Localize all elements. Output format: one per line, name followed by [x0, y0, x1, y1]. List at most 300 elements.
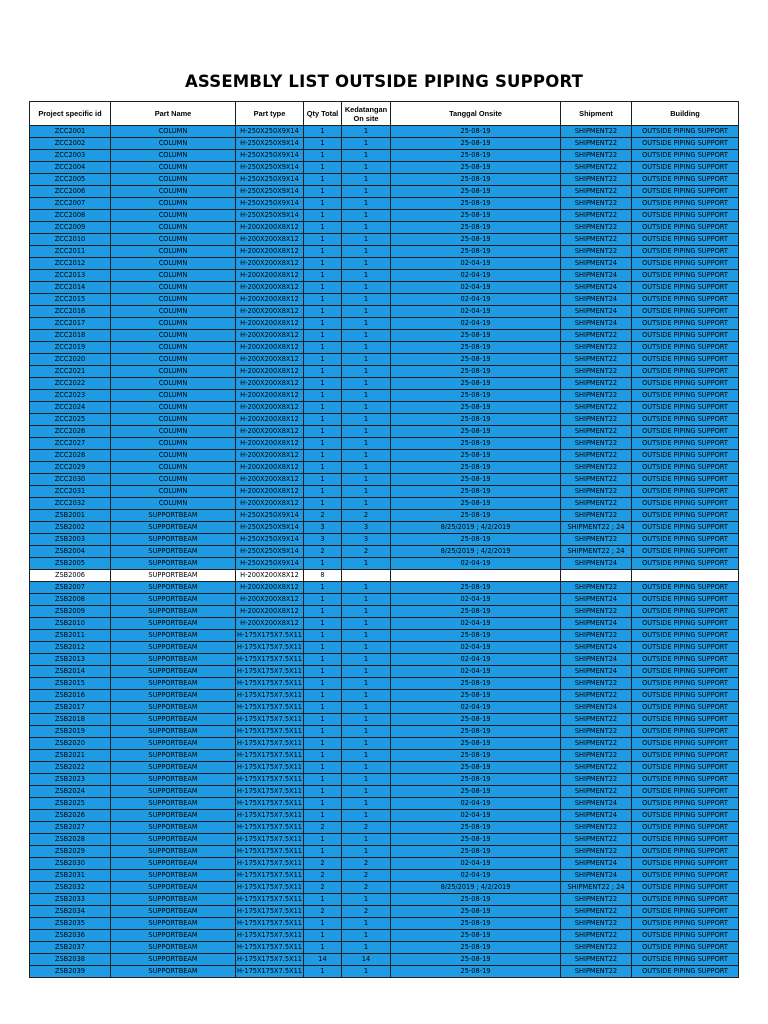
cell-tanggal-onsite: 25-08-19	[391, 474, 561, 486]
cell-qty-total: 8	[304, 570, 342, 582]
cell-project-id: ZSB2033	[30, 894, 111, 906]
cell-qty-total: 1	[304, 390, 342, 402]
cell-tanggal-onsite: 25-08-19	[391, 438, 561, 450]
cell-shipment: SHIPMENT22	[561, 210, 632, 222]
cell-tanggal-onsite: 25-08-19	[391, 450, 561, 462]
cell-part-name: COLUMN	[111, 450, 236, 462]
cell-tanggal-onsite: 25-08-19	[391, 846, 561, 858]
cell-part-type: H-200X200X8X12	[236, 270, 304, 282]
cell-on-site: 1	[342, 654, 391, 666]
cell-shipment: SHIPMENT22	[561, 738, 632, 750]
cell-tanggal-onsite: 25-08-19	[391, 414, 561, 426]
cell-shipment: SHIPMENT24	[561, 270, 632, 282]
cell-building: OUTSIDE PIPING SUPPORT	[632, 582, 739, 594]
table-row	[30, 282, 739, 294]
table-row	[30, 402, 739, 414]
cell-building: OUTSIDE PIPING SUPPORT	[632, 414, 739, 426]
cell-qty-total: 2	[304, 858, 342, 870]
cell-project-id: ZSB2018	[30, 714, 111, 726]
cell-building: OUTSIDE PIPING SUPPORT	[632, 402, 739, 414]
cell-qty-total: 1	[304, 642, 342, 654]
cell-part-type: H-175X175X7.5X11	[236, 942, 304, 954]
cell-tanggal-onsite: 02-04-19	[391, 282, 561, 294]
cell-shipment: SHIPMENT22	[561, 534, 632, 546]
cell-project-id: ZSB2030	[30, 858, 111, 870]
cell-part-type: H-200X200X8X12	[236, 222, 304, 234]
table-row	[30, 330, 739, 342]
cell-on-site: 1	[342, 918, 391, 930]
cell-building: OUTSIDE PIPING SUPPORT	[632, 318, 739, 330]
cell-part-name: SUPPORTBEAM	[111, 762, 236, 774]
cell-building: OUTSIDE PIPING SUPPORT	[632, 954, 739, 966]
cell-on-site: 1	[342, 942, 391, 954]
cell-project-id: ZSB2017	[30, 702, 111, 714]
cell-shipment: SHIPMENT24	[561, 798, 632, 810]
cell-tanggal-onsite: 25-08-19	[391, 786, 561, 798]
cell-on-site: 1	[342, 558, 391, 570]
table-row	[30, 570, 739, 582]
cell-building: OUTSIDE PIPING SUPPORT	[632, 534, 739, 546]
cell-project-id: ZCC2027	[30, 438, 111, 450]
cell-tanggal-onsite: 25-08-19	[391, 750, 561, 762]
cell-building: OUTSIDE PIPING SUPPORT	[632, 966, 739, 978]
cell-project-id: ZSB2008	[30, 594, 111, 606]
page-title: ASSEMBLY LIST OUTSIDE PIPING SUPPORT	[184, 72, 584, 91]
cell-qty-total: 1	[304, 678, 342, 690]
table-row	[30, 678, 739, 690]
table-row	[30, 534, 739, 546]
cell-part-name: SUPPORTBEAM	[111, 822, 236, 834]
cell-qty-total: 1	[304, 186, 342, 198]
cell-shipment: SHIPMENT22	[561, 438, 632, 450]
cell-on-site: 1	[342, 294, 391, 306]
cell-building: OUTSIDE PIPING SUPPORT	[632, 462, 739, 474]
cell-project-id: ZCC2026	[30, 426, 111, 438]
cell-project-id: ZSB2004	[30, 546, 111, 558]
table-row	[30, 726, 739, 738]
cell-project-id: ZSB2026	[30, 810, 111, 822]
column-header: Building	[632, 102, 739, 126]
cell-project-id: ZCC2028	[30, 450, 111, 462]
cell-shipment: SHIPMENT22	[561, 714, 632, 726]
table-row	[30, 258, 739, 270]
cell-building: OUTSIDE PIPING SUPPORT	[632, 882, 739, 894]
cell-part-type: H-200X200X8X12	[236, 366, 304, 378]
cell-on-site: 1	[342, 474, 391, 486]
cell-qty-total: 1	[304, 342, 342, 354]
cell-tanggal-onsite: 25-08-19	[391, 246, 561, 258]
cell-shipment: SHIPMENT22	[561, 450, 632, 462]
cell-part-type: H-175X175X7.5X11	[236, 726, 304, 738]
cell-part-type: H-250X250X9X14	[236, 522, 304, 534]
cell-on-site: 1	[342, 678, 391, 690]
cell-qty-total: 1	[304, 654, 342, 666]
cell-tanggal-onsite: 8/25/2019 ; 4/2/2019	[391, 546, 561, 558]
cell-project-id: ZCC2010	[30, 234, 111, 246]
table-row	[30, 714, 739, 726]
cell-part-type: H-175X175X7.5X11	[236, 654, 304, 666]
cell-building: OUTSIDE PIPING SUPPORT	[632, 822, 739, 834]
cell-on-site: 2	[342, 870, 391, 882]
cell-building: OUTSIDE PIPING SUPPORT	[632, 498, 739, 510]
cell-project-id: ZSB2005	[30, 558, 111, 570]
cell-shipment: SHIPMENT22	[561, 174, 632, 186]
cell-tanggal-onsite: 02-04-19	[391, 318, 561, 330]
cell-qty-total: 1	[304, 234, 342, 246]
cell-qty-total: 2	[304, 510, 342, 522]
cell-tanggal-onsite: 02-04-19	[391, 702, 561, 714]
cell-qty-total: 1	[304, 414, 342, 426]
cell-part-name: COLUMN	[111, 138, 236, 150]
cell-on-site: 2	[342, 882, 391, 894]
cell-project-id: ZSB2014	[30, 666, 111, 678]
cell-part-name: SUPPORTBEAM	[111, 930, 236, 942]
cell-shipment: SHIPMENT22	[561, 234, 632, 246]
cell-part-type: H-200X200X8X12	[236, 306, 304, 318]
table-row	[30, 210, 739, 222]
cell-tanggal-onsite: 25-08-19	[391, 834, 561, 846]
cell-shipment: SHIPMENT22	[561, 150, 632, 162]
cell-on-site: 1	[342, 246, 391, 258]
table-row	[30, 822, 739, 834]
cell-tanggal-onsite: 02-04-19	[391, 594, 561, 606]
cell-tanggal-onsite: 02-04-19	[391, 642, 561, 654]
table-row	[30, 438, 739, 450]
cell-building: OUTSIDE PIPING SUPPORT	[632, 546, 739, 558]
cell-part-type: H-200X200X8X12	[236, 618, 304, 630]
cell-project-id: ZCC2020	[30, 354, 111, 366]
cell-tanggal-onsite: 25-08-19	[391, 198, 561, 210]
cell-shipment: SHIPMENT22	[561, 342, 632, 354]
cell-part-type: H-200X200X8X12	[236, 570, 304, 582]
cell-on-site: 1	[342, 378, 391, 390]
cell-project-id: ZCC2029	[30, 462, 111, 474]
cell-shipment: SHIPMENT24	[561, 282, 632, 294]
cell-shipment: SHIPMENT24	[561, 258, 632, 270]
cell-part-type: H-200X200X8X12	[236, 486, 304, 498]
cell-on-site: 1	[342, 966, 391, 978]
cell-building: OUTSIDE PIPING SUPPORT	[632, 774, 739, 786]
cell-project-id: ZCC2016	[30, 306, 111, 318]
cell-part-type: H-175X175X7.5X11	[236, 966, 304, 978]
cell-part-type: H-175X175X7.5X11	[236, 714, 304, 726]
cell-shipment: SHIPMENT24	[561, 558, 632, 570]
table-row	[30, 162, 739, 174]
cell-project-id: ZCC2025	[30, 414, 111, 426]
cell-project-id: ZSB2020	[30, 738, 111, 750]
cell-on-site: 1	[342, 498, 391, 510]
cell-building	[632, 570, 739, 582]
cell-on-site: 1	[342, 414, 391, 426]
table-row	[30, 918, 739, 930]
cell-on-site: 1	[342, 366, 391, 378]
table-row	[30, 234, 739, 246]
table-row	[30, 366, 739, 378]
cell-qty-total: 1	[304, 378, 342, 390]
cell-project-id: ZSB2027	[30, 822, 111, 834]
cell-shipment: SHIPMENT22	[561, 930, 632, 942]
cell-qty-total: 1	[304, 318, 342, 330]
cell-on-site: 1	[342, 402, 391, 414]
cell-part-name: SUPPORTBEAM	[111, 750, 236, 762]
cell-on-site: 1	[342, 210, 391, 222]
cell-tanggal-onsite: 25-08-19	[391, 234, 561, 246]
cell-qty-total: 1	[304, 942, 342, 954]
cell-shipment: SHIPMENT22	[561, 834, 632, 846]
cell-qty-total: 1	[304, 486, 342, 498]
cell-project-id: ZCC2030	[30, 474, 111, 486]
cell-part-name: SUPPORTBEAM	[111, 942, 236, 954]
cell-project-id: ZCC2032	[30, 498, 111, 510]
cell-part-name: COLUMN	[111, 390, 236, 402]
cell-building: OUTSIDE PIPING SUPPORT	[632, 162, 739, 174]
cell-building: OUTSIDE PIPING SUPPORT	[632, 330, 739, 342]
cell-on-site: 1	[342, 138, 391, 150]
cell-part-type: H-175X175X7.5X11	[236, 918, 304, 930]
table-row	[30, 450, 739, 462]
cell-part-name: SUPPORTBEAM	[111, 918, 236, 930]
cell-on-site: 1	[342, 690, 391, 702]
column-header: Project specific id	[30, 102, 111, 126]
cell-qty-total: 1	[304, 294, 342, 306]
cell-tanggal-onsite: 25-08-19	[391, 126, 561, 138]
cell-project-id: ZSB2003	[30, 534, 111, 546]
cell-part-name: COLUMN	[111, 426, 236, 438]
table-row	[30, 306, 739, 318]
cell-qty-total: 1	[304, 786, 342, 798]
cell-building: OUTSIDE PIPING SUPPORT	[632, 234, 739, 246]
cell-project-id: ZSB2011	[30, 630, 111, 642]
cell-qty-total: 1	[304, 474, 342, 486]
cell-part-name: SUPPORTBEAM	[111, 846, 236, 858]
cell-part-type: H-200X200X8X12	[236, 402, 304, 414]
cell-on-site: 3	[342, 534, 391, 546]
cell-part-type: H-175X175X7.5X11	[236, 810, 304, 822]
table-row	[30, 810, 739, 822]
cell-part-type: H-250X250X9X14	[236, 210, 304, 222]
cell-qty-total: 1	[304, 402, 342, 414]
cell-part-name: COLUMN	[111, 270, 236, 282]
cell-on-site: 2	[342, 858, 391, 870]
cell-project-id: ZSB2016	[30, 690, 111, 702]
cell-part-name: SUPPORTBEAM	[111, 534, 236, 546]
cell-tanggal-onsite: 25-08-19	[391, 354, 561, 366]
cell-on-site: 1	[342, 390, 391, 402]
cell-shipment: SHIPMENT22	[561, 582, 632, 594]
table-row	[30, 966, 739, 978]
cell-project-id: ZSB2028	[30, 834, 111, 846]
cell-qty-total: 1	[304, 450, 342, 462]
cell-building: OUTSIDE PIPING SUPPORT	[632, 666, 739, 678]
table-row	[30, 510, 739, 522]
cell-project-id: ZCC2014	[30, 282, 111, 294]
table-row	[30, 126, 739, 138]
column-header: Shipment	[561, 102, 632, 126]
cell-tanggal-onsite: 25-08-19	[391, 942, 561, 954]
cell-part-name: SUPPORTBEAM	[111, 606, 236, 618]
cell-part-type: H-200X200X8X12	[236, 318, 304, 330]
cell-on-site: 1	[342, 702, 391, 714]
cell-shipment: SHIPMENT22	[561, 486, 632, 498]
cell-qty-total: 1	[304, 762, 342, 774]
cell-building: OUTSIDE PIPING SUPPORT	[632, 390, 739, 402]
cell-tanggal-onsite: 02-04-19	[391, 858, 561, 870]
column-header: Part type	[236, 102, 304, 126]
cell-shipment: SHIPMENT22	[561, 906, 632, 918]
cell-tanggal-onsite: 25-08-19	[391, 774, 561, 786]
cell-building: OUTSIDE PIPING SUPPORT	[632, 510, 739, 522]
cell-on-site: 1	[342, 930, 391, 942]
cell-part-name: SUPPORTBEAM	[111, 666, 236, 678]
cell-qty-total: 1	[304, 558, 342, 570]
cell-qty-total: 1	[304, 366, 342, 378]
cell-qty-total: 2	[304, 546, 342, 558]
cell-project-id: ZCC2015	[30, 294, 111, 306]
cell-shipment: SHIPMENT22	[561, 378, 632, 390]
cell-part-type: H-200X200X8X12	[236, 330, 304, 342]
cell-qty-total: 1	[304, 126, 342, 138]
cell-building: OUTSIDE PIPING SUPPORT	[632, 762, 739, 774]
cell-part-type: H-175X175X7.5X11	[236, 786, 304, 798]
cell-on-site: 1	[342, 618, 391, 630]
cell-shipment: SHIPMENT22	[561, 414, 632, 426]
cell-tanggal-onsite: 25-08-19	[391, 378, 561, 390]
cell-part-type: H-200X200X8X12	[236, 594, 304, 606]
cell-qty-total: 1	[304, 810, 342, 822]
cell-qty-total: 1	[304, 246, 342, 258]
cell-tanggal-onsite: 25-08-19	[391, 174, 561, 186]
cell-building: OUTSIDE PIPING SUPPORT	[632, 618, 739, 630]
cell-building: OUTSIDE PIPING SUPPORT	[632, 486, 739, 498]
cell-tanggal-onsite: 25-08-19	[391, 906, 561, 918]
cell-project-id: ZSB2039	[30, 966, 111, 978]
cell-tanggal-onsite: 25-08-19	[391, 738, 561, 750]
cell-part-type: H-200X200X8X12	[236, 354, 304, 366]
cell-building: OUTSIDE PIPING SUPPORT	[632, 366, 739, 378]
cell-part-name: COLUMN	[111, 378, 236, 390]
cell-on-site: 2	[342, 822, 391, 834]
table-row	[30, 846, 739, 858]
cell-on-site: 2	[342, 546, 391, 558]
cell-building: OUTSIDE PIPING SUPPORT	[632, 834, 739, 846]
cell-part-name: COLUMN	[111, 318, 236, 330]
cell-part-name: SUPPORTBEAM	[111, 858, 236, 870]
cell-tanggal-onsite: 25-08-19	[391, 426, 561, 438]
cell-building: OUTSIDE PIPING SUPPORT	[632, 750, 739, 762]
cell-building: OUTSIDE PIPING SUPPORT	[632, 258, 739, 270]
cell-part-type: H-250X250X9X14	[236, 186, 304, 198]
table-row	[30, 474, 739, 486]
cell-part-name: COLUMN	[111, 258, 236, 270]
table-row	[30, 222, 739, 234]
cell-part-name: SUPPORTBEAM	[111, 654, 236, 666]
table-header-row	[30, 102, 739, 126]
cell-tanggal-onsite: 25-08-19	[391, 342, 561, 354]
cell-building: OUTSIDE PIPING SUPPORT	[632, 150, 739, 162]
cell-on-site: 1	[342, 582, 391, 594]
cell-part-type: H-175X175X7.5X11	[236, 762, 304, 774]
table-row	[30, 390, 739, 402]
cell-qty-total: 1	[304, 594, 342, 606]
cell-shipment: SHIPMENT22	[561, 222, 632, 234]
cell-tanggal-onsite: 25-08-19	[391, 822, 561, 834]
cell-part-name: SUPPORTBEAM	[111, 882, 236, 894]
cell-on-site: 1	[342, 834, 391, 846]
cell-qty-total: 1	[304, 846, 342, 858]
table-row	[30, 354, 739, 366]
cell-shipment: SHIPMENT22	[561, 498, 632, 510]
cell-qty-total: 1	[304, 138, 342, 150]
cell-part-type: H-200X200X8X12	[236, 378, 304, 390]
table-row	[30, 546, 739, 558]
assembly-table	[29, 101, 739, 978]
cell-on-site: 1	[342, 642, 391, 654]
cell-project-id: ZSB2032	[30, 882, 111, 894]
cell-tanggal-onsite: 25-08-19	[391, 714, 561, 726]
cell-shipment: SHIPMENT24	[561, 870, 632, 882]
cell-project-id: ZSB2029	[30, 846, 111, 858]
cell-tanggal-onsite: 25-08-19	[391, 402, 561, 414]
cell-building: OUTSIDE PIPING SUPPORT	[632, 678, 739, 690]
table-row	[30, 834, 739, 846]
table-row	[30, 906, 739, 918]
cell-part-name: SUPPORTBEAM	[111, 702, 236, 714]
cell-on-site: 2	[342, 510, 391, 522]
cell-part-name: SUPPORTBEAM	[111, 786, 236, 798]
cell-part-type: H-200X200X8X12	[236, 450, 304, 462]
cell-part-type: H-175X175X7.5X11	[236, 702, 304, 714]
cell-on-site: 1	[342, 234, 391, 246]
cell-qty-total: 1	[304, 582, 342, 594]
cell-on-site: 1	[342, 594, 391, 606]
cell-on-site: 1	[342, 342, 391, 354]
cell-part-type: H-175X175X7.5X11	[236, 894, 304, 906]
cell-tanggal-onsite: 8/25/2019 ; 4/2/2019	[391, 882, 561, 894]
cell-tanggal-onsite: 25-08-19	[391, 150, 561, 162]
cell-shipment: SHIPMENT22	[561, 162, 632, 174]
cell-on-site: 1	[342, 186, 391, 198]
cell-project-id: ZCC2003	[30, 150, 111, 162]
table-row	[30, 270, 739, 282]
cell-on-site: 1	[342, 330, 391, 342]
cell-part-name: COLUMN	[111, 438, 236, 450]
cell-qty-total: 1	[304, 966, 342, 978]
cell-part-name: COLUMN	[111, 330, 236, 342]
cell-part-type: H-200X200X8X12	[236, 606, 304, 618]
cell-tanggal-onsite: 25-08-19	[391, 222, 561, 234]
cell-building: OUTSIDE PIPING SUPPORT	[632, 210, 739, 222]
cell-building: OUTSIDE PIPING SUPPORT	[632, 522, 739, 534]
table-row	[30, 174, 739, 186]
table-row	[30, 774, 739, 786]
cell-qty-total: 1	[304, 714, 342, 726]
cell-on-site: 1	[342, 486, 391, 498]
cell-qty-total: 1	[304, 210, 342, 222]
cell-building: OUTSIDE PIPING SUPPORT	[632, 246, 739, 258]
cell-project-id: ZSB2036	[30, 930, 111, 942]
cell-part-name: COLUMN	[111, 414, 236, 426]
cell-building: OUTSIDE PIPING SUPPORT	[632, 798, 739, 810]
cell-tanggal-onsite: 25-08-19	[391, 678, 561, 690]
cell-qty-total: 14	[304, 954, 342, 966]
cell-qty-total: 1	[304, 198, 342, 210]
table-row	[30, 654, 739, 666]
cell-part-type: H-200X200X8X12	[236, 582, 304, 594]
cell-part-type: H-200X200X8X12	[236, 282, 304, 294]
cell-part-type: H-175X175X7.5X11	[236, 906, 304, 918]
cell-shipment: SHIPMENT22	[561, 966, 632, 978]
cell-shipment: SHIPMENT22	[561, 678, 632, 690]
